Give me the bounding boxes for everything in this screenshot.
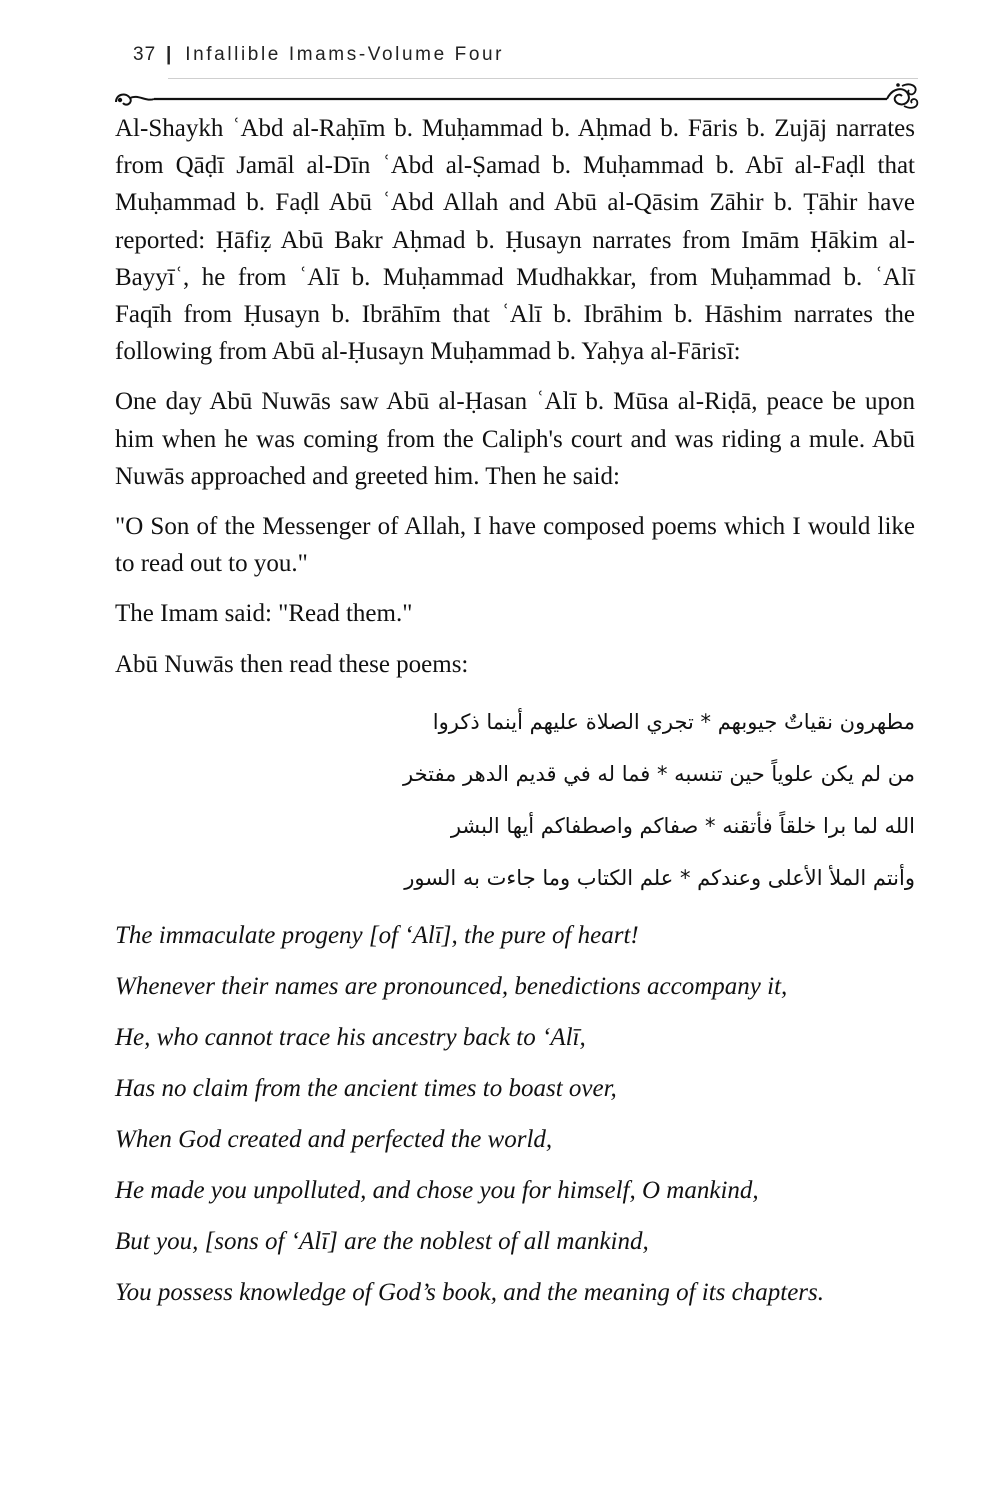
paragraph-request: "O Son of the Messenger of Allah, I have composed poems which I would like to read out to you.": [115, 513, 915, 578]
translation-line: When God created and perfected the world,: [115, 1125, 553, 1153]
running-header: [133, 44, 504, 66]
paragraph-imam-reply: The Imam said: "Read them.": [115, 600, 413, 628]
arabic-verse: مطهرون نقياتٌ جيوبهم * تجري الصلاة عليهم أينما ذكروا: [432, 709, 915, 734]
translation-line: But you, [sons of ‘Alī] are the noblest of all mankind,: [115, 1227, 649, 1255]
translation-line: Whenever their names are pronounced, benedictions accompany it,: [115, 972, 788, 1000]
arabic-verse: من لم يكن علوياً حين تنسبه * فما له في قديم الدهر مفتخر: [403, 761, 915, 786]
header-separator: |: [166, 44, 172, 65]
paragraph-poem-intro: Abū Nuwās then read these poems:: [115, 650, 469, 678]
arabic-poem: [115, 709, 915, 891]
poem-translation: [115, 917, 915, 1311]
paragraph-meeting: One day Abū Nuwās saw Abū al-Ḥasan ʿAlī b. Mūsa al-Riḍā, peace be upon him when he was coming from the Caliph's court and was riding a mule. Abū Nuwās approached and greeted him. Then he said:: [115, 388, 915, 490]
book-title: Infallible Imams-Volume Four: [185, 44, 505, 65]
translation-line: The immaculate progeny [of ‘Alī], the pure of heart!: [115, 921, 639, 949]
translation-line: He, who cannot trace his ancestry back to ‘Alī,: [115, 1023, 586, 1051]
header-rule: [168, 78, 918, 79]
arabic-verse: الله لما برا خلقاً فأتقنه * صفاكم واصطفاكم أيها البشر: [450, 813, 915, 838]
translation-line: You possess knowledge of God’s book, and the meaning of its chapters.: [115, 1278, 825, 1306]
arabic-verse: وأنتم الملأ الأعلى وعندكم * علم الكتاب وما جاءت به السور: [404, 865, 915, 890]
paragraph-narration-chain: Al-Shaykh ʿAbd al-Raḥīm b. Muḥammad b. Aḥmad b. Fāris b. Zujāj narrates from Qāḍī Jamāl al-Dīn ʿAbd al-Ṣamad b. Muḥammad b. Abī al-Faḍl that Muḥammad b. Faḍl Abū ʿAbd Allah and Abū al-Qāsim Zāhir b. Ṭāhir have reported: Ḥāfiẓ Abū Bakr Aḥmad b. Ḥusayn narrates from Imām Ḥākim al-Bayyīʿ, he from ʿAlī b. Muḥammad Mudhakkar, from Muḥammad b. ʿAlī Faqīh from Ḥusayn b. Ibrāhīm that ʿAlī b. Ibrāhim b. Hāshim narrates the following from Abū al-Ḥusayn Muḥammad b. Yaḥya al-Fārisī:: [115, 115, 915, 366]
translation-line: He made you unpolluted, and chose you for himself, O mankind,: [115, 1176, 759, 1204]
page-number: 37: [133, 44, 157, 65]
translation-line: Has no claim from the ancient times to boast over,: [115, 1074, 617, 1102]
page-content: [115, 110, 915, 1325]
